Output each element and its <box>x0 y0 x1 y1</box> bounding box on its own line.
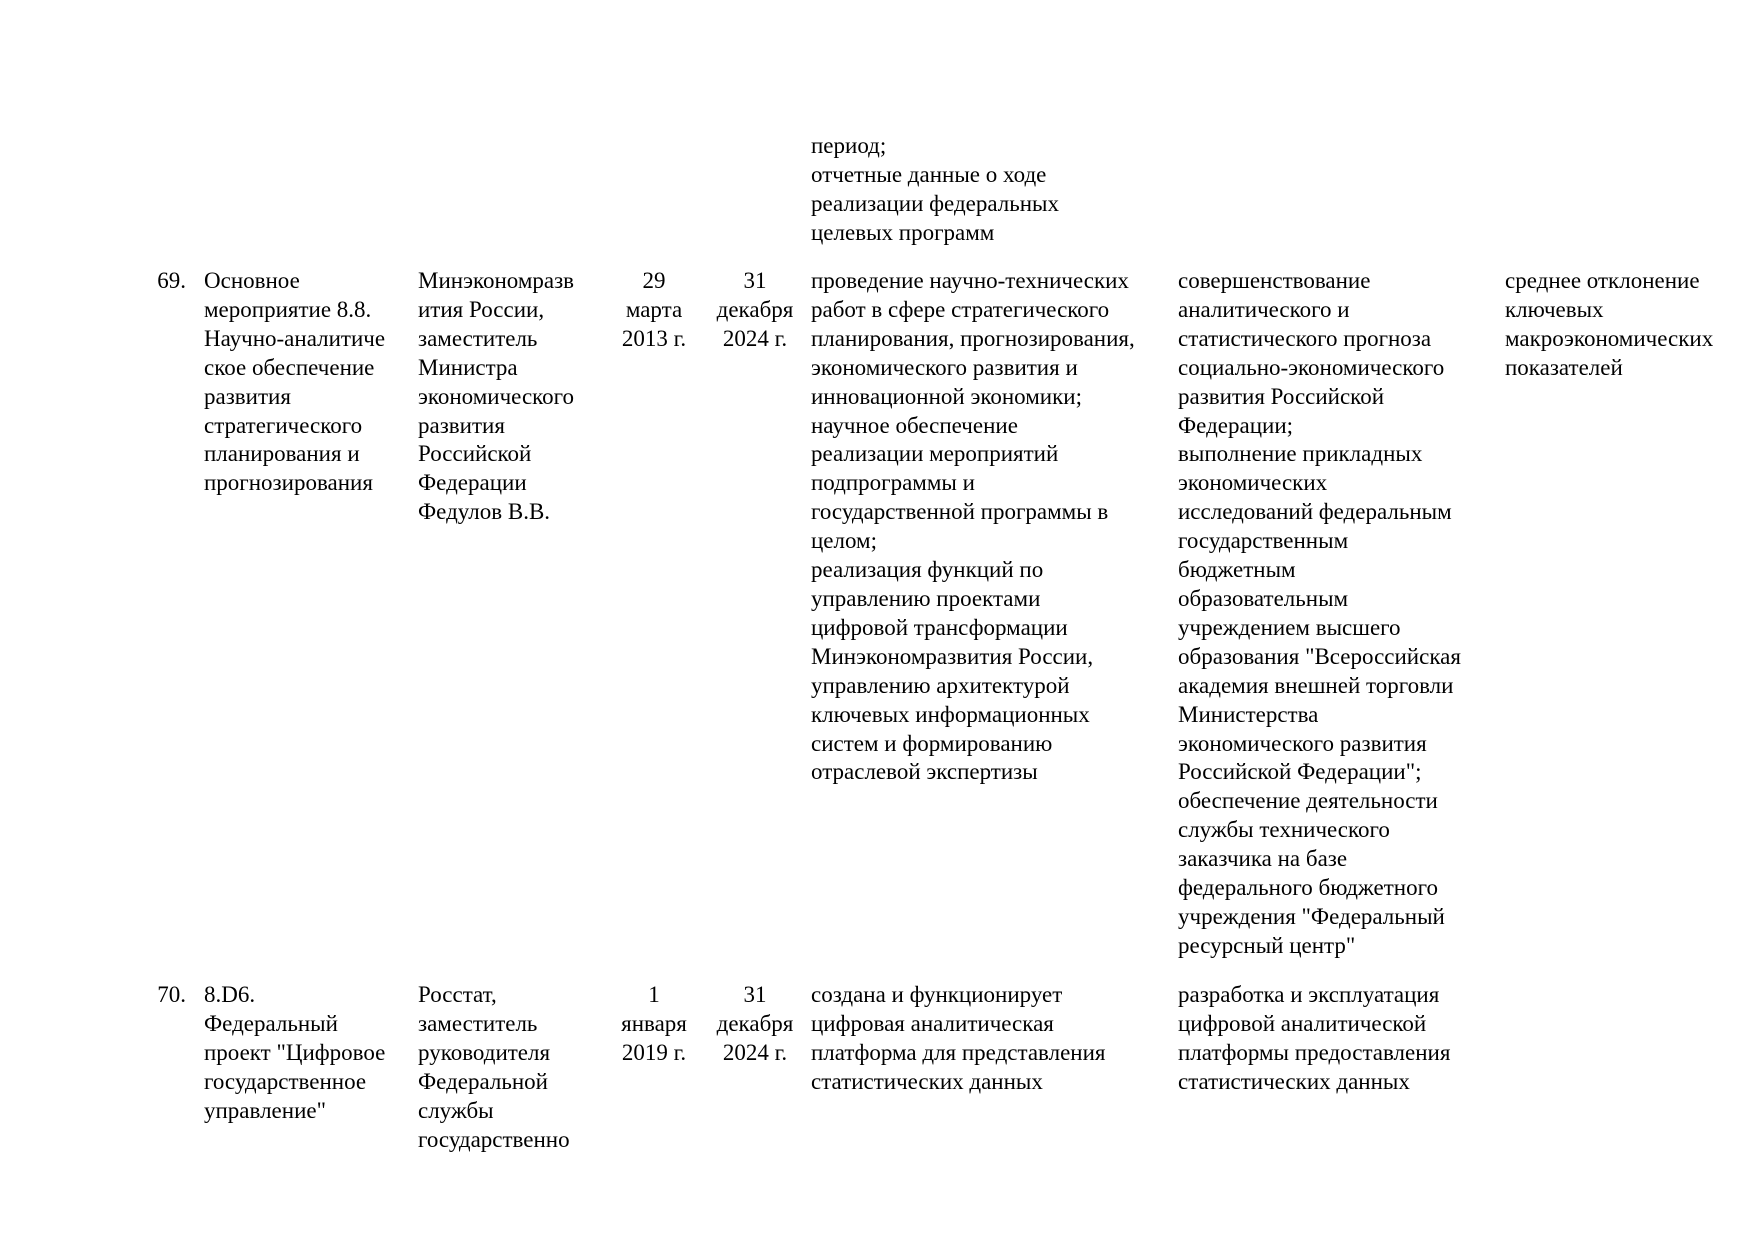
end-date-cell: 31 декабря 2024 г. <box>716 982 794 1065</box>
start-date-cell: 29 марта 2013 г. <box>621 268 687 351</box>
row-number: 70. <box>157 982 186 1007</box>
row-number: 69. <box>157 268 186 293</box>
expected-result-cell: совершенствование аналитического и статистического прогноза социально-экономического развития Российской Федерации; выполнение прикладных экономических исследований федеральным государственным бюджетным образовательным учреждением высшего образования "Всероссийская академия внешней торговли Министерства экономического развития Российской Федерации"; обеспечение деятельности службы технического заказчика на базе федерального бюджетного учреждения "Федеральный ресурсный центр" <box>1178 268 1461 958</box>
indicator-cell: среднее отклонение ключевых макроэкономических показателей <box>1505 268 1714 380</box>
measure-name-cell: Основное мероприятие 8.8. Научно-аналитиче ское обеспечение развития стратегического планирования и прогнозирования <box>204 268 386 496</box>
end-date-cell: 31 декабря 2024 г. <box>716 268 794 351</box>
actions-cell: проведение научно-технических работ в сфере стратегического планирования, прогнозирования, экономического развития и инновационной экономики; научное обеспечение реализации мероприятий подпрограммы и государственной программы в целом; реализация функций по управлению проектами цифровой трансформации Минэкономразвития России, управлению архитектурой ключевых информационных систем и формированию отраслевой экспертизы <box>811 268 1135 785</box>
start-date-cell: 1 января 2019 г. <box>621 982 687 1065</box>
measure-name-cell: 8.D6. Федеральный проект "Цифровое государственное управление" <box>204 982 386 1123</box>
carry-over-actions-cell: период; отчетные данные о ходе реализации федеральных целевых программ <box>811 133 1060 245</box>
actions-cell: создана и функционирует цифровая аналитическая платформа для представления статистических данных <box>811 982 1106 1094</box>
responsible-executor-cell: Росстат, заместитель руководителя Федеральной службы государственно <box>418 982 570 1152</box>
expected-result-cell: разработка и эксплуатация цифровой аналитической платформы предоставления статистических данных <box>1178 982 1451 1094</box>
responsible-executor-cell: Минэкономразв ития России, заместитель Министра экономического развития Российской Федерации Федулов В.В. <box>418 268 575 525</box>
